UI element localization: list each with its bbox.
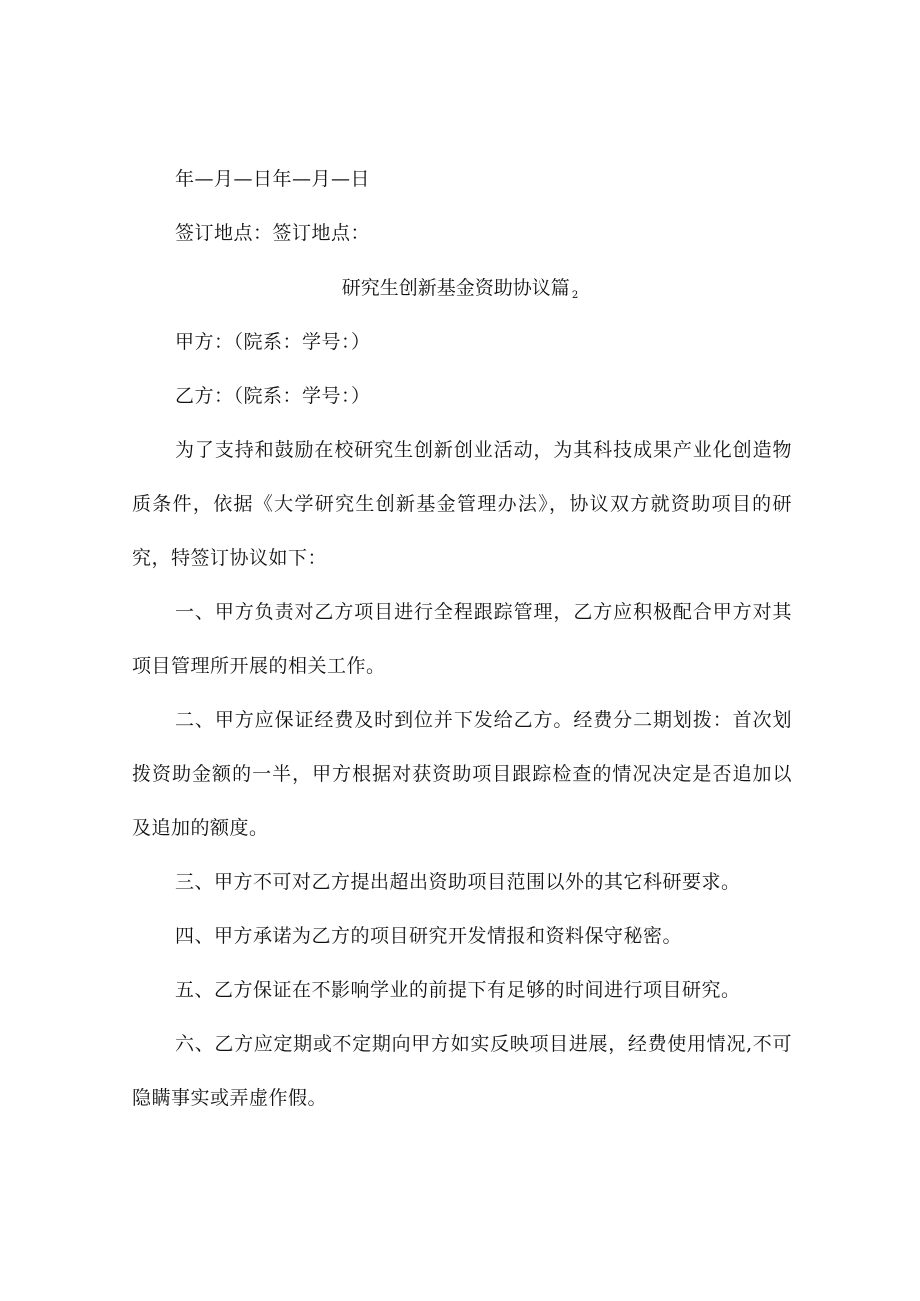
paragraph-clause-5: 五、乙方保证在不影响学业的前提下有足够的时间进行项目研究。: [175, 979, 741, 1001]
party-b-line: 乙方：（院系：学号：）: [175, 385, 371, 407]
paragraph-clause-3: 三、甲方不可对乙方提出超出资助项目范围以外的其它科研要求。: [175, 871, 741, 893]
paragraph-clause-2: 二、甲方应保证经费及时到位并下发给乙方。经费分二期划拨：首次划拨资助金额的一半，甲方根据对获资助项目跟踪检查的情况决定是否追加以及追加的额度。: [132, 709, 792, 839]
date-line: 年—月—日年—月—日: [175, 168, 371, 190]
paragraph-clause-4: 四、甲方承诺为乙方的项目研究开发情报和资料保守秘密。: [175, 925, 683, 947]
paragraph-intro: 为了支持和鼓励在校研究生创新创业活动，为其科技成果产业化创造物质条件，依据《大学研究生创新基金管理办法》，协议双方就资助项目的研究，特签订协议如下：: [132, 439, 792, 569]
paragraph-clause-6: 六、乙方应定期或不定期向甲方如实反映项目进展，经费使用情况,不可隐瞒事实或弄虚作假。: [132, 1033, 792, 1109]
document-title-text: 研究生创新基金资助协议篇: [341, 277, 570, 299]
signing-place-line: 签订地点：签订地点：: [175, 222, 371, 244]
party-a-line: 甲方：（院系：学号：）: [175, 331, 371, 353]
document-title-subscript: 2: [571, 290, 579, 301]
paragraph-clause-1: 一、甲方负责对乙方项目进行全程跟踪管理，乙方应积极配合甲方对其项目管理所开展的相关工作。: [132, 601, 792, 677]
document-title: [0, 276, 920, 308]
